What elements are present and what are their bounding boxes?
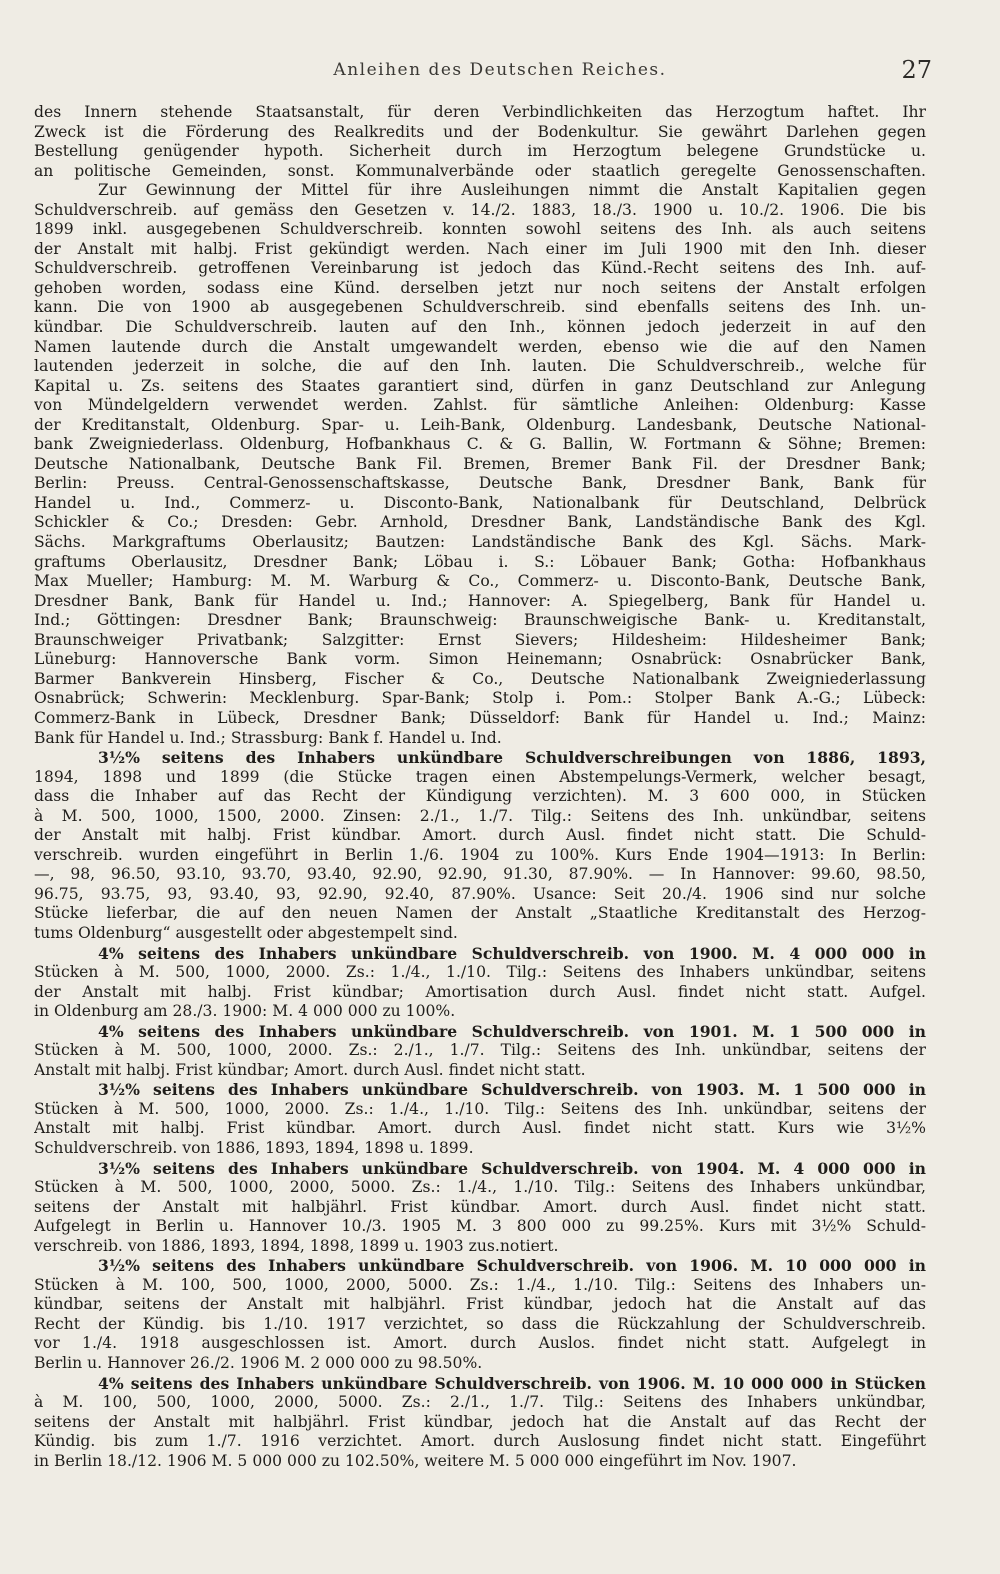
text-line: Lüneburg: Hannoversche Bank vorm. Simon Heinemann; Osnabrück: Osnabrücker Bank, [34, 650, 926, 669]
text-line: Zur Gewinnung der Mittel für ihre Ausleihungen nimmt die Anstalt Kapitalien gegen [98, 181, 926, 200]
text-line: Bank für Handel u. Ind.; Strassburg: Bank f. Handel u. Ind. [34, 728, 502, 747]
section-heading [34, 1022, 926, 1042]
text-line: der Kreditanstalt, Oldenburg. Spar- u. Leih-Bank, Oldenburg. Landesbank, Deutsche National- [34, 415, 926, 434]
text-line: verschreib. wurden eingeführt in Berlin 1./6. 1904 zu 100%. Kurs Ende 1904—1913: In Berlin: [34, 845, 926, 864]
text-line: à M. 100, 500, 1000, 2000, 5000. Zs.: 2./1., 1./7. Tilg.: Seitens des Inhabers unkündbar, [34, 1393, 926, 1412]
text-line: Berlin: Preuss. Central-Genossenschaftskasse, Deutsche Bank, Dresdner Bank, Bank für [34, 474, 926, 493]
text-line: Namen lautende durch die Anstalt umgewandelt werden, ebenso wie die auf den Namen [34, 337, 926, 356]
text-line: 1894, 1898 und 1899 (die Stücke tragen einen Abstempelungs-Vermerk, welcher besagt, [34, 767, 926, 786]
text-line: der Anstalt mit halbj. Frist kündbar; Amortisation durch Ausl. findet nicht statt. Aufgel. [34, 982, 926, 1001]
text-line: verschreib. von 1886, 1893, 1894, 1898, 1899 u. 1903 zus.notiert. [34, 1236, 559, 1255]
section-heading-text: 3½% seitens des Inhabers unkündbare Schuldverschreib. von 1903. M. 1 500 000 in [98, 1080, 926, 1100]
text-line: von Mündelgeldern verwendet werden. Zahlst. für sämtliche Anleihen: Oldenburg: Kasse [34, 396, 926, 415]
section-heading [34, 1256, 926, 1276]
text-line: Aufgelegt in Berlin u. Hannover 10./3. 1905 M. 3 800 000 zu 99.25%. Kurs mit 3½% Schuld- [34, 1217, 926, 1236]
text-line: Schuldverschreib. auf gemäss den Gesetzen v. 14./2. 1883, 18./3. 1900 u. 10./2. 1906. Die bis [34, 200, 926, 219]
text-line: Deutsche Nationalbank, Deutsche Bank Fil. Bremen, Bremer Bank Fil. der Dresdner Bank; [34, 454, 926, 473]
text-line: der Anstalt mit halbj. Frist gekündigt werden. Nach einer im Juli 1900 mit den Inh. dieser [34, 239, 926, 258]
text-line: der Anstalt mit halbj. Frist kündbar. Amort. durch Ausl. findet nicht statt. Die Schuld- [34, 826, 926, 845]
text-line: Ind.; Göttingen: Dresdner Bank; Braunschweig: Braunschweigische Bank- u. Kreditanstalt, [34, 611, 926, 630]
text-line: Schuldverschreib. von 1886, 1893, 1894, 1898 u. 1899. [34, 1138, 474, 1157]
section-heading-text: 3½% seitens des Inhabers unkündbare Schuldverschreibungen von 1886, 1893, [98, 748, 926, 768]
text-line: Anstalt mit halbj. Frist kündbar; Amort. durch Ausl. findet nicht statt. [34, 1060, 586, 1079]
section-heading-text: 4% seitens des Inhabers unkündbare Schuldverschreib. von 1906. M. 10 000 000 in Stücken [98, 1373, 926, 1393]
text-line: Stücken à M. 500, 1000, 2000. Zs.: 1./4., 1./10. Tilg.: Seitens des Inh. unkündbar, seitens der [34, 1099, 926, 1118]
text-line: seitens der Anstalt mit halbjährl. Frist kündbar, jedoch hat die Anstalt auf das Recht der [34, 1412, 926, 1431]
page-number: 27 [901, 56, 932, 84]
text-line: Recht der Kündig. bis 1./10. 1917 verzichtet, so dass die Rückzahlung der Schuldverschreib. [34, 1314, 926, 1333]
text-line: kündbar. Die Schuldverschreib. lauten auf den Inh., können jedoch jederzeit in auf den [34, 318, 926, 337]
section-heading-text: 3½% seitens des Inhabers unkündbare Schuldverschreib. von 1904. M. 4 000 000 in [98, 1158, 926, 1178]
text-line: tums Oldenburg“ ausgestellt oder abgestempelt sind. [34, 923, 458, 942]
text-line: Anstalt mit halbj. Frist kündbar. Amort. durch Ausl. findet nicht statt. Kurs wie 3½% [34, 1119, 926, 1138]
text-line: seitens der Anstalt mit halbjährl. Frist kündbar. Amort. durch Ausl. findet nicht statt. [34, 1197, 926, 1216]
section-heading [34, 1159, 926, 1179]
text-line: Schickler & Co.; Dresden: Gebr. Arnhold, Dresdner Bank, Landständische Bank des Kgl. [34, 513, 926, 532]
text-line: lautenden jederzeit in solche, die auf den Inh. lauten. Die Schuldverschreib., welche für [34, 357, 926, 376]
text-line: kündbar, seitens der Anstalt mit halbjährl. Frist kündbar, jedoch hat die Anstalt auf das [34, 1295, 926, 1314]
text-line: Schuldverschreib. getroffenen Vereinbarung ist jedoch das Künd.-Recht seitens des Inh. auf- [34, 259, 926, 278]
text-line: dass die Inhaber auf das Recht der Kündigung verzichten). M. 3 600 000, in Stücken [34, 787, 926, 806]
text-line: gehoben worden, sodass eine Künd. derselben jetzt nur noch seitens der Anstalt erfolgen [34, 278, 926, 297]
text-line: 96.75, 93.75, 93, 93.40, 93, 92.90, 92.40, 87.90%. Usance: Seit 20./4. 1906 sind nur solche [34, 884, 926, 903]
section-heading [34, 1080, 926, 1100]
text-line: Max Mueller; Hamburg: M. M. Warburg & Co., Commerz- u. Disconto-Bank, Deutsche Bank, [34, 572, 926, 591]
text-line: 1899 inkl. ausgegebenen Schuldverschreib. konnten sowohl seitens des Inh. als auch seitens [34, 220, 926, 239]
text-line: —, 98, 96.50, 93.10, 93.70, 93.40, 92.90, 92.90, 91.30, 87.90%. — In Hannover: 99.60, 98.50, [34, 865, 926, 884]
text-line: à M. 500, 1000, 1500, 2000. Zinsen: 2./1., 1./7. Tilg.: Seitens des Inh. unkündbar, seitens [34, 806, 926, 825]
text-line: bank Zweigniederlass. Oldenburg, Hofbankhaus C. & G. Ballin, W. Fortmann & Söhne; Bremen: [34, 435, 926, 454]
text-line: Zweck ist die Förderung des Realkredits und der Bodenkultur. Sie gewährt Darlehen gegen [34, 122, 926, 141]
text-line: Stücke lieferbar, die auf den neuen Namen der Anstalt „Staatliche Kreditanstalt des Herzog- [34, 904, 926, 923]
text-line: Berlin u. Hannover 26./2. 1906 M. 2 000 000 zu 98.50%. [34, 1354, 483, 1372]
text-line: in Berlin 18./12. 1906 M. 5 000 000 zu 102.50%, weitere M. 5 000 000 eingeführt im Nov. 1907. [34, 1451, 797, 1470]
text-line: Stücken à M. 500, 1000, 2000. Zs.: 1./4., 1./10. Tilg.: Seitens des Inhabers unkündbar, seitens [34, 963, 926, 982]
running-title: Anleihen des Deutschen Reiches. [333, 60, 667, 80]
section-heading-text: 4% seitens des Inhabers unkündbare Schuldverschreib. von 1900. M. 4 000 000 in [98, 943, 926, 963]
text-line: an politische Gemeinden, sonst. Kommunalverbände oder staatlich geregelte Genossenschaften. [34, 161, 926, 180]
body-text [34, 103, 926, 1471]
text-line: Kapital u. Zs. seitens des Staates garantiert sind, dürfen in ganz Deutschland zur Anlegung [34, 376, 926, 395]
section-heading-text: 3½% seitens des Inhabers unkündbare Schuldverschreib. von 1906. M. 10 000 000 in [98, 1256, 926, 1276]
text-line: Sächs. Markgraftums Oberlausitz; Bautzen: Landständische Bank des Kgl. Sächs. Mark- [34, 533, 926, 552]
text-line: Barmer Bankverein Hinsberg, Fischer & Co., Deutsche Nationalbank Zweigniederlassung [34, 669, 926, 688]
text-line: Stücken à M. 100, 500, 1000, 2000, 5000. Zs.: 1./4., 1./10. Tilg.: Seitens des Inhabers un- [34, 1275, 926, 1294]
section-heading-text: 4% seitens des Inhabers unkündbare Schuldverschreib. von 1901. M. 1 500 000 in [98, 1021, 926, 1041]
text-line: Kündig. bis zum 1./7. 1916 verzichtet. Amort. durch Auslosung findet nicht statt. Eingeführt [34, 1432, 926, 1451]
text-line: Stücken à M. 500, 1000, 2000. Zs.: 2./1., 1./7. Tilg.: Seitens des Inh. unkündbar, seitens der [34, 1041, 926, 1060]
text-line: Osnabrück; Schwerin: Mecklenburg. Spar-Bank; Stolp i. Pom.: Stolper Bank A.-G.; Lübeck: [34, 689, 926, 708]
text-line: Stücken à M. 500, 1000, 2000, 5000. Zs.: 1./4., 1./10. Tilg.: Seitens des Inhabers unkündbar, [34, 1178, 926, 1197]
section-heading [34, 748, 926, 768]
section-heading [34, 944, 926, 964]
text-line: Bestellung genügender hypoth. Sicherheit durch im Herzogtum belegene Grundstücke u. [34, 142, 926, 161]
text-line: graftums Oberlausitz, Dresdner Bank; Löbau i. S.: Löbauer Bank; Gotha: Hofbankhaus [34, 552, 926, 571]
text-line: Commerz-Bank in Lübeck, Dresdner Bank; Düsseldorf: Bank für Handel u. Ind.; Mainz: [34, 708, 926, 727]
text-line: Braunschweiger Privatbank; Salzgitter: Ernst Sievers; Hildesheim: Hildesheimer Bank; [34, 630, 926, 649]
text-line: des Innern stehende Staatsanstalt, für deren Verbindlichkeiten das Herzogtum haftet. Ihr [34, 103, 926, 121]
text-line: kann. Die von 1900 ab ausgegebenen Schuldverschreib. sind ebenfalls seitens des Inh. un- [34, 298, 926, 317]
section-heading [34, 1374, 926, 1394]
text-line: Handel u. Ind., Commerz- u. Disconto-Bank, Nationalbank für Deutschland, Delbrück [34, 493, 926, 512]
text-line: vor 1./4. 1918 ausgeschlossen ist. Amort. durch Auslos. findet nicht statt. Aufgelegt in [34, 1334, 926, 1353]
text-line: Dresdner Bank, Bank für Handel u. Ind.; Hannover: A. Spiegelberg, Bank für Handel u. [34, 591, 926, 610]
text-line: in Oldenburg am 28./3. 1900: M. 4 000 000 zu 100%. [34, 1002, 456, 1021]
running-head [0, 56, 1000, 92]
